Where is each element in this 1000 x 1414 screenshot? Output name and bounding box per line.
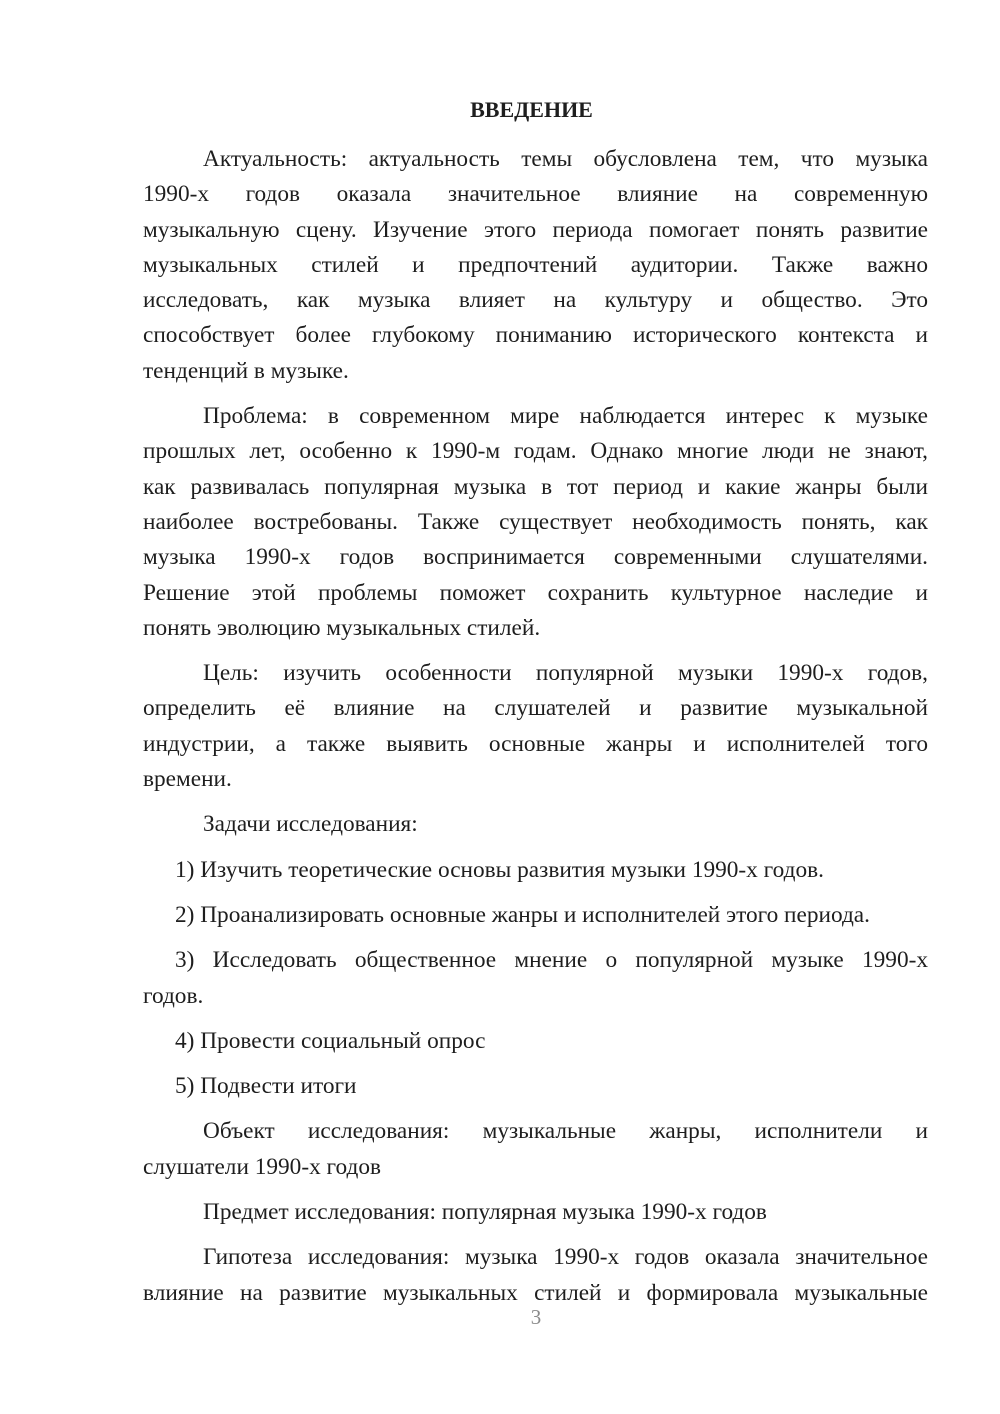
text-line: музыкальных стилей и предпочтений аудитории. Также важно (143, 251, 928, 278)
text-line: 1) Изучить теоретические основы развития музыки 1990-х годов. (175, 856, 824, 883)
text-line: тенденций в музыке. (143, 357, 349, 384)
text-line: Проблема: в современном мире наблюдается интерес к музыке (203, 403, 928, 430)
text-line: слушатели 1990-х годов (143, 1153, 382, 1180)
body-text (143, 142, 928, 1311)
text-line: 2) Проанализировать основные жанры и исполнителей этого периода. (175, 901, 870, 928)
text-line: как развивалась популярная музыка в тот период и какие жанры были (143, 473, 928, 500)
text-line: Предмет исследования: популярная музыка 1990-х годов (203, 1199, 767, 1226)
section-title: ВВЕДЕНИЕ (470, 97, 593, 122)
text-line: 5) Подвести итоги (175, 1073, 357, 1100)
text-line: прошлых лет, особенно к 1990-м годам. Однако многие люди не знают, (143, 438, 928, 465)
text-line: влияние на развитие музыкальных стилей и формировала музыкальные (143, 1279, 928, 1306)
list-item (143, 1024, 928, 1059)
text-line: времени. (143, 766, 232, 793)
text-line: Цель: изучить особенности популярной музыки 1990-х годов, (203, 660, 928, 687)
text-line: годов. (143, 982, 204, 1009)
text-line: 1990-х годов оказала значительное влияние на современную (143, 181, 928, 208)
text-line: индустрии, а также выявить основные жанры и исполнителей того (143, 730, 928, 757)
paragraph (143, 807, 928, 842)
text-line: Гипотеза исследования: музыка 1990-х годов оказала значительное (203, 1244, 928, 1271)
document-page (143, 92, 928, 1321)
paragraph (143, 656, 928, 797)
list-item (143, 898, 928, 933)
paragraph (143, 1195, 928, 1230)
text-line: определить её влияние на слушателей и развитие музыкальной (143, 695, 928, 722)
page-number: 3 (530, 1305, 542, 1329)
text-line: понять эволюцию музыкальных стилей. (143, 614, 541, 641)
text-line: способствует более глубокому пониманию исторического контекста и (143, 322, 928, 349)
list-item (143, 853, 928, 888)
text-line: Задачи исследования: (203, 811, 418, 838)
paragraph (143, 399, 928, 646)
text-line: 4) Провести социальный опрос (175, 1027, 486, 1054)
text-line: 3) Исследовать общественное мнение о популярной музыке 1990-х (175, 947, 928, 974)
paragraph (143, 142, 928, 389)
list-item (143, 943, 928, 1014)
paragraph (143, 1240, 928, 1311)
text-line: наиболее востребованы. Также существует необходимость понять, как (143, 508, 928, 535)
text-line: музыка 1990-х годов воспринимается современными слушателями. (143, 544, 928, 571)
list-item (143, 1069, 928, 1104)
text-line: музыкальную сцену. Изучение этого периода помогает понять развитие (143, 216, 928, 243)
text-line: Объект исследования: музыкальные жанры, исполнители и (203, 1118, 928, 1145)
text-line: исследовать, как музыка влияет на культуру и общество. Это (143, 287, 928, 314)
paragraph (143, 1114, 928, 1185)
text-line: Решение этой проблемы поможет сохранить культурное наследие и (143, 579, 928, 606)
text-line: Актуальность: актуальность темы обусловлена тем, что музыка (203, 146, 928, 172)
